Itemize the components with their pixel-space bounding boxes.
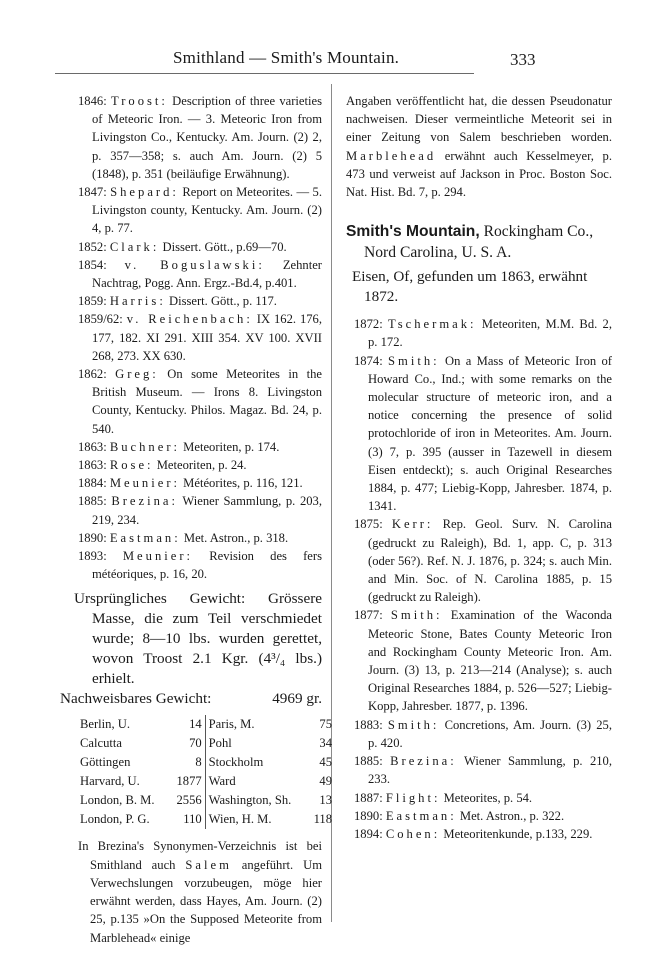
reference-year: 1859: xyxy=(78,294,107,309)
collection-weight: 49 xyxy=(319,774,332,789)
note-spaced-name: Salem xyxy=(185,857,232,872)
reference-text: Examination of the Waconda Meteoric Stone, Bates County Meteoric Iron and Rockingham County Meteoric Iron. Am. Journ. (3) 13, p. 213—214 (Analyse); s. auch Original Researches 1884, p. 526—527; Liebig-Kopp, Jahresber. 1877, p. 1396. xyxy=(368,608,612,714)
reference-author: Flight: xyxy=(385,790,441,805)
reference-entry xyxy=(354,752,612,788)
reference-text: Dissert. Gött., p. 117. xyxy=(168,294,277,309)
collection-weight: 110 xyxy=(183,812,202,827)
reference-entry xyxy=(354,825,612,843)
collection-weight: 13 xyxy=(319,793,332,808)
reference-author: Buchner: xyxy=(109,439,181,454)
reference-text: Report on Meteorites. — 5. Livingston county, Kentucky. Am. Journ. (2) 4, p. 77. xyxy=(92,185,322,236)
reference-year: 1894: xyxy=(354,826,383,841)
reference-year: 1862: xyxy=(78,367,107,382)
reference-author: Shepard: xyxy=(110,185,179,200)
reference-author: Greg: xyxy=(115,367,159,382)
reference-author: Rose: xyxy=(109,458,154,473)
reference-author: Cohen: xyxy=(385,826,441,841)
reference-year: 1846: xyxy=(78,94,107,108)
reference-year: 1890: xyxy=(354,808,383,823)
collection-name: Washington, Sh. xyxy=(205,791,309,810)
continuation-spaced-name: Marblehead xyxy=(346,148,437,163)
reference-text: Zehnter Nachtrag, Pogg. Ann. Ergz.-Bd.4, p.401. xyxy=(92,257,322,291)
proven-weight xyxy=(60,689,322,709)
collection-name: London, P. G. xyxy=(80,812,150,827)
entry-location: Rockingham Co., Nord Carolina, U. S. A. xyxy=(364,223,594,262)
reference-author: Eastman: xyxy=(109,530,181,545)
reference-entry xyxy=(354,716,612,752)
collections-table xyxy=(80,715,332,829)
reference-year: 1859/62: xyxy=(78,312,123,327)
continuation-text: Angaben veröffentlicht hat, die dessen Pseudonatur nachweisen. Dieser vermeintliche Meteorit sei in einer Zeitung von Salem beschrieben worden. xyxy=(346,94,612,145)
reference-author: Meunier: xyxy=(109,476,181,491)
collection-weight: 1877 xyxy=(176,774,202,789)
reference-author: Meunier: xyxy=(122,549,194,564)
reference-text: Meteoritenkunde, p.133, 229. xyxy=(443,826,593,841)
table-row xyxy=(80,791,332,810)
reference-text: Met. Astron., p. 322. xyxy=(459,808,565,823)
reference-year: 1863: xyxy=(78,439,107,454)
reference-year: 1872: xyxy=(354,317,383,332)
collection-name: Paris, M. xyxy=(205,715,309,734)
reference-entry xyxy=(78,492,322,528)
entry-heading xyxy=(346,221,612,263)
continuation-text-end: erwähnt auch Kesselmeyer, p. 473 und verweist auf Jackson in Proc. Boston Soc. Nat. Hist. Bd. 7, p. 294. xyxy=(346,148,612,200)
reference-entry xyxy=(354,352,612,516)
collection-weight: 2556 xyxy=(176,793,202,808)
reference-text: Meteoriten, M.M. Bd. 2, p. 172. xyxy=(368,317,612,350)
entry-title: Smith's Mountain, xyxy=(346,223,480,241)
reference-list xyxy=(346,315,612,843)
reference-text: Météorites, p. 116, 121. xyxy=(183,476,303,491)
collection-name: Harvard, U. xyxy=(80,774,140,789)
reference-author: v. Boguslawski: xyxy=(124,257,265,272)
reference-text: Met. Astron., p. 318. xyxy=(183,530,289,545)
collection-name: Berlin, U. xyxy=(80,717,131,732)
collection-weight: 8 xyxy=(195,755,202,770)
reference-text: Description of three varieties of Meteoric Iron. — 3. Meteoric Iron from Livingston Co., Kentucky. Am. Journ. (2) 2, p. 357—358; s. auch Am. Journ. (2) 5 (1848), p. 351 (beiläufige Erwähnung). xyxy=(92,94,322,181)
reference-text: Concretions, Am. Journ. (3) 25, p. 420. xyxy=(368,717,612,750)
synonym-note xyxy=(78,837,322,946)
page-header xyxy=(55,48,536,74)
reference-author: Tschermak: xyxy=(387,317,477,332)
reference-entry xyxy=(354,315,612,351)
reference-entry xyxy=(78,92,322,183)
reference-author: v. Reichenbach: xyxy=(126,312,253,327)
continuation-paragraph xyxy=(346,92,612,201)
table-row xyxy=(80,772,332,791)
reference-entry xyxy=(354,515,612,606)
reference-entry xyxy=(78,529,322,547)
reference-entry xyxy=(354,606,612,715)
collection-name: Ward xyxy=(205,772,309,791)
reference-author: Brezina: xyxy=(111,494,178,509)
reference-author: Clark: xyxy=(109,239,160,254)
reference-text: Dissert. Gött., p.69—70. xyxy=(162,239,287,254)
reference-year: 1885: xyxy=(354,754,383,769)
reference-author: Harris: xyxy=(109,294,166,309)
reference-entry xyxy=(78,365,322,438)
collection-name: Stockholm xyxy=(205,753,309,772)
reference-text: Wiener Sammlung, p. 210, 233. xyxy=(368,754,612,787)
collection-name: London, B. M. xyxy=(80,793,155,808)
note-text: In Brezina's Synonymen-Verzeichnis ist bei Smithland auch xyxy=(78,839,322,872)
reference-author: Brezina: xyxy=(390,754,457,769)
proven-weight-value: 4969 gr. xyxy=(272,690,322,708)
reference-text: IX 162. 176, 177, 182. XI 291. XIII 354. XV 100. XVII 268, 273. XX 630. xyxy=(92,312,322,363)
reference-text: Meteoriten, p. 24. xyxy=(156,458,247,473)
table-row xyxy=(80,810,332,829)
original-weight: Ursprüngliches Gewicht: Grössere Masse, die zum Teil verschmiedet wurde; 8—10 lbs. wurden gerettet, wovon Troost 2.1 Kgr. (4³/₄ lbs.) erhielt. xyxy=(74,590,322,688)
reference-entry xyxy=(354,789,612,807)
right-column xyxy=(346,92,612,843)
reference-entry xyxy=(78,238,322,256)
reference-year: 1885: xyxy=(78,494,107,509)
reference-year: 1884: xyxy=(78,476,107,491)
collection-name: Pohl xyxy=(205,734,309,753)
reference-year: 1890: xyxy=(78,530,107,545)
table-row xyxy=(80,734,332,753)
reference-author: Kerr: xyxy=(391,517,434,532)
reference-list xyxy=(78,92,322,583)
collection-weight: 70 xyxy=(189,736,202,751)
collection-weight: 75 xyxy=(319,717,332,732)
proven-weight-label: Nachweisbares Gewicht: xyxy=(60,690,212,708)
collection-weight: 34 xyxy=(319,736,332,751)
reference-year: 1877: xyxy=(354,608,383,623)
reference-entry xyxy=(78,456,322,474)
collection-weight: 118 xyxy=(313,812,332,827)
reference-author: Troost: xyxy=(110,94,168,108)
table-row xyxy=(80,715,332,734)
reference-entry xyxy=(78,256,322,292)
entry-subheading: Eisen, Of, gefunden um 1863, erwähnt 1872. xyxy=(352,268,588,306)
reference-year: 1854: xyxy=(78,257,107,272)
reference-text: On a Mass of Meteoric Iron of Howard Co., Ind.; with some remarks on the molecular structure of meteoric iron, and a notice concerning the presence of solid protochloride of iron in Meteorites. Am. Journ. (3) 7, p. 395 (ausser in Tazewell in diesem Eisen entdeckt); s. auch Original Researches 1884, p. 477; Liebig-Kopp, Jahresber. 1874, p. 1341. xyxy=(368,353,612,514)
reference-entry xyxy=(78,292,322,310)
reference-author: Smith: xyxy=(390,608,443,623)
collection-weight: 14 xyxy=(189,717,202,732)
running-title: Smithland — Smith's Mountain. xyxy=(173,48,400,67)
reference-year: 1883: xyxy=(354,717,383,732)
reference-author: Smith: xyxy=(387,717,440,732)
reference-entry xyxy=(78,310,322,365)
reference-text: Meteorites, p. 54. xyxy=(443,790,533,805)
reference-entry xyxy=(354,807,612,825)
reference-entry xyxy=(78,474,322,492)
reference-year: 1887: xyxy=(354,790,383,805)
reference-entry xyxy=(78,438,322,456)
collection-weight: 45 xyxy=(319,755,332,770)
collection-name: Wien, H. M. xyxy=(205,810,309,829)
reference-author: Eastman: xyxy=(385,808,457,823)
page-number: 333 xyxy=(510,50,536,69)
reference-year: 1893: xyxy=(78,549,107,564)
header-rule xyxy=(55,73,474,74)
reference-year: 1852: xyxy=(78,239,107,254)
reference-text: On some Meteorites in the British Museum. — Irons 8. Livingston County, Kentucky. Philos. Magaz. Bd. 24, p. 540. xyxy=(92,367,322,436)
note-text-continued: angeführt. Um Verwechslungen vorzubeugen, möge hier erwähnt werden, dass Hayes, Am. Journ. (2) 25, p.135 »On the Supposed Meteorite from Marblehead« einige xyxy=(90,857,322,945)
reference-text: Meteoriten, p. 174. xyxy=(183,439,280,454)
collection-name: Göttingen xyxy=(80,755,131,770)
collection-name: Calcutta xyxy=(80,736,122,751)
reference-year: 1847: xyxy=(78,185,107,200)
left-column xyxy=(60,92,332,947)
reference-text: Wiener Sammlung, p. 203, 219, 234. xyxy=(92,494,322,527)
reference-year: 1863: xyxy=(78,458,107,473)
reference-text: Rep. Geol. Surv. N. Carolina (gedruckt zu Raleigh), Bd. 1, app. C, p. 313 (oder 56?). Ref. N. J. 1876, p. 324; s. auch Min. and Min. Soc. of N. Carolina 1885, p. 15 (gedruckt zu Raleigh). xyxy=(368,517,612,605)
reference-author: Smith: xyxy=(388,353,440,368)
reference-year: 1874: xyxy=(354,353,383,368)
reference-entry xyxy=(78,547,322,583)
reference-text: Revision des fers météoriques, p. 16, 20. xyxy=(92,549,322,582)
reference-entry xyxy=(78,183,322,238)
table-row xyxy=(80,753,332,772)
reference-year: 1875: xyxy=(354,517,383,532)
